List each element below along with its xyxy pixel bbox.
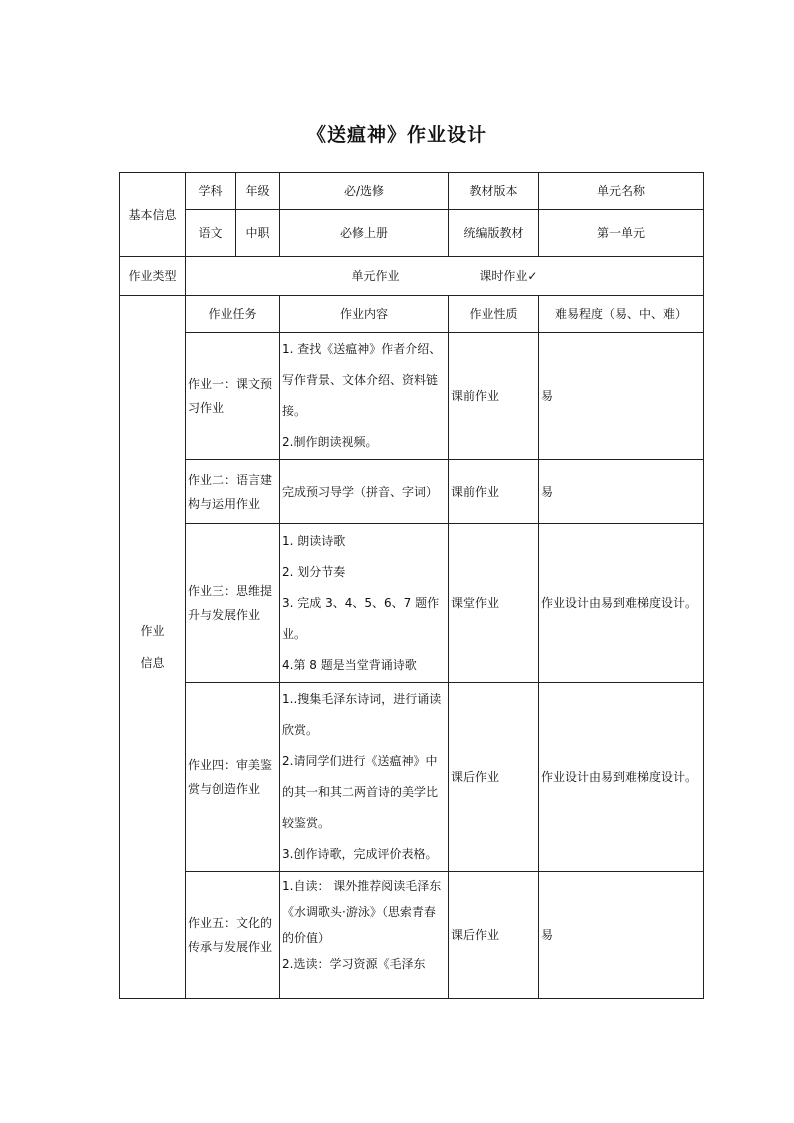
page-title: 《送瘟神》作业设计 (306, 124, 487, 146)
type-row (120, 257, 704, 296)
nature-cell: 课前作业 (449, 460, 539, 524)
content-line: 2.制作朗读视频。 (282, 435, 378, 449)
info-label-line2: 信息 (140, 656, 165, 670)
header-required: 必/选修 (280, 173, 449, 210)
content-line: 1..搜集毛泽东诗词，进行诵读欣赏。 (282, 692, 442, 737)
basic-info-label: 基本信息 (120, 173, 186, 257)
value-textbook: 统编版教材 (449, 210, 539, 257)
type-lesson-option: 课时作业✓ (479, 269, 538, 283)
info-header-row (120, 296, 704, 333)
type-label: 作业类型 (120, 257, 186, 296)
table-row (120, 524, 704, 683)
table-row (120, 683, 704, 872)
content-line: 2. 划分节奏 (282, 564, 346, 579)
nature-cell: 课后作业 (449, 872, 539, 999)
value-subject: 语文 (186, 210, 236, 257)
table-row (120, 333, 704, 460)
header-subject: 学科 (186, 173, 236, 210)
table-row (120, 460, 704, 524)
task-cell: 作业三：思维提升与发展作业 (186, 524, 280, 683)
nature-cell: 课后作业 (449, 683, 539, 872)
header-task: 作业任务 (186, 296, 280, 333)
task-cell: 作业二：语言建构与运用作业 (186, 460, 280, 524)
assignment-table (119, 172, 704, 999)
table-row (120, 872, 704, 999)
header-content: 作业内容 (280, 296, 449, 333)
content-line: 2.选读：学习资源《毛泽东 (282, 956, 426, 971)
basic-value-row (120, 210, 704, 257)
task-cell: 作业一：课文预习作业 (186, 333, 280, 460)
value-required: 必修上册 (280, 210, 449, 257)
type-unit-option: 单元作业 (351, 269, 400, 283)
header-textbook: 教材版本 (449, 173, 539, 210)
difficulty-cell: 易 (539, 872, 704, 999)
value-unit: 第一单元 (539, 210, 704, 257)
content-line: 2.请同学们进行《送瘟神》中的其一和其二两首诗的美学比较鉴赏。 (282, 754, 439, 830)
info-label-line1: 作业 (140, 624, 165, 638)
info-label (120, 296, 186, 999)
difficulty-cell: 易 (539, 333, 704, 460)
content-line: 1. 朗读诗歌 (282, 533, 346, 548)
content-line: 4.第 8 题是当堂背诵诗歌 (282, 657, 417, 672)
task-cell: 作业四：审美鉴赏与创造作业 (186, 683, 280, 872)
header-difficulty: 难易程度（易、中、难） (539, 296, 704, 333)
content-line: 3. 完成 3、4、5、6、7 题作业。 (282, 595, 440, 641)
value-grade: 中职 (236, 210, 280, 257)
difficulty-cell: 作业设计由易到难梯度设计。 (539, 524, 704, 683)
content-line: 1. 查找《送瘟神》作者介绍、写作背景、文体介绍、资料链接。 (282, 342, 442, 418)
basic-header-row (120, 173, 704, 210)
content-cell (280, 524, 449, 683)
difficulty-cell: 易 (539, 460, 704, 524)
content-line: 1.自读： 课外推荐阅读毛泽东《水调歌头·游泳》（思索青春的价值） (282, 878, 442, 945)
nature-cell: 课前作业 (449, 333, 539, 460)
difficulty-cell: 作业设计由易到难梯度设计。 (539, 683, 704, 872)
content-cell: 完成预习导学（拼音、字词） (280, 460, 449, 524)
header-unit: 单元名称 (539, 173, 704, 210)
task-cell: 作业五：文化的传承与发展作业 (186, 872, 280, 999)
header-grade: 年级 (236, 173, 280, 210)
content-cell (280, 333, 449, 460)
header-nature: 作业性质 (449, 296, 539, 333)
content-cell (280, 872, 449, 999)
content-line: 3.创作诗歌，完成评价表格。 (282, 847, 438, 861)
content-cell (280, 683, 449, 872)
nature-cell: 课堂作业 (449, 524, 539, 683)
